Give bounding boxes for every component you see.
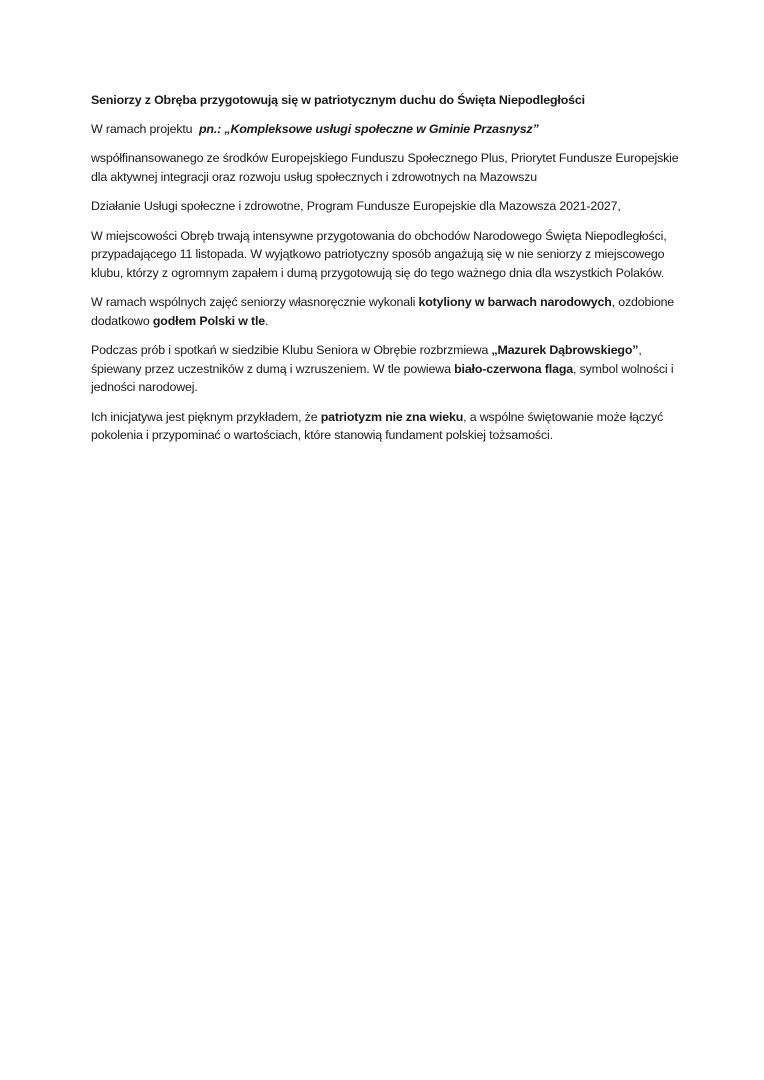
document-title: Seniorzy z Obręba przygotowują się w patriotycznym duchu do Święta Niepodległości xyxy=(91,93,585,107)
project-line xyxy=(91,120,681,139)
bold-span: patriotyzm nie zna wieku xyxy=(320,409,464,424)
bold-span: biało-czerwona flaga xyxy=(454,361,573,376)
bold-span: godłem Polski w tle xyxy=(152,313,266,328)
action-paragraph: Działanie Usługi społeczne i zdrowotne, Program Fundusze Europejskie dla Mazowsza 2021-2027, xyxy=(91,199,621,213)
text-span: , a wspólne świętowanie może łączyć pokolenia i przypominać o wartościach, które stanowią fundament polskiej tożsamości. xyxy=(91,409,664,442)
text-span: W ramach wspólnych zajęć seniorzy własnoręcznie wykonali xyxy=(91,295,419,309)
paragraph-anthem xyxy=(91,341,681,397)
cofinancing-paragraph: współfinansowanego ze środków Europejskiego Funduszu Społecznego Plus, Priorytet Fundusze Europejskie dla aktywnej integracji oraz rozwoju usług społecznych i zdrowotnych na Mazowszu xyxy=(91,151,679,184)
project-prefix: W ramach projektu xyxy=(91,121,200,136)
text-span: , ozdobione dodatkowo xyxy=(91,295,675,328)
paragraph-conclusion xyxy=(91,408,681,445)
project-name: pn.: „Kompleksowe usługi społeczne w Gminie Przasnysz” xyxy=(199,121,539,136)
paragraph-preparations: W miejscowości Obręb trwają intensywne przygotowania do obchodów Narodowego Święta Niepodległości, przypadającego 11 listopada. W wyjątkowo patriotyczny sposób angażują się w nie seniorzy z miejscowego klubu, którzy z ogromnym zapałem i dumą przygotowują się do tego ważnego dnia dla wszystkich Polaków. xyxy=(91,228,667,280)
text-span: Podczas prób i spotkań w siedzibie Klubu Seniora w Obrębie rozbrzmiewa xyxy=(91,343,492,357)
bold-span: „Mazurek Dąbrowskiego” xyxy=(491,343,639,357)
bold-span: kotyliony w barwach narodowych xyxy=(418,295,612,309)
paragraph-cockades xyxy=(91,293,681,330)
document-body xyxy=(91,91,681,456)
text-span: , śpiewany przez uczestników z dumą i wzruszeniem. W tle powiewa xyxy=(91,343,642,376)
text-span: , symbol wolności i jedności narodowej. xyxy=(91,361,674,394)
text-span: . xyxy=(265,313,269,328)
text-span: Ich inicjatywa jest pięknym przykładem, że xyxy=(91,409,321,424)
